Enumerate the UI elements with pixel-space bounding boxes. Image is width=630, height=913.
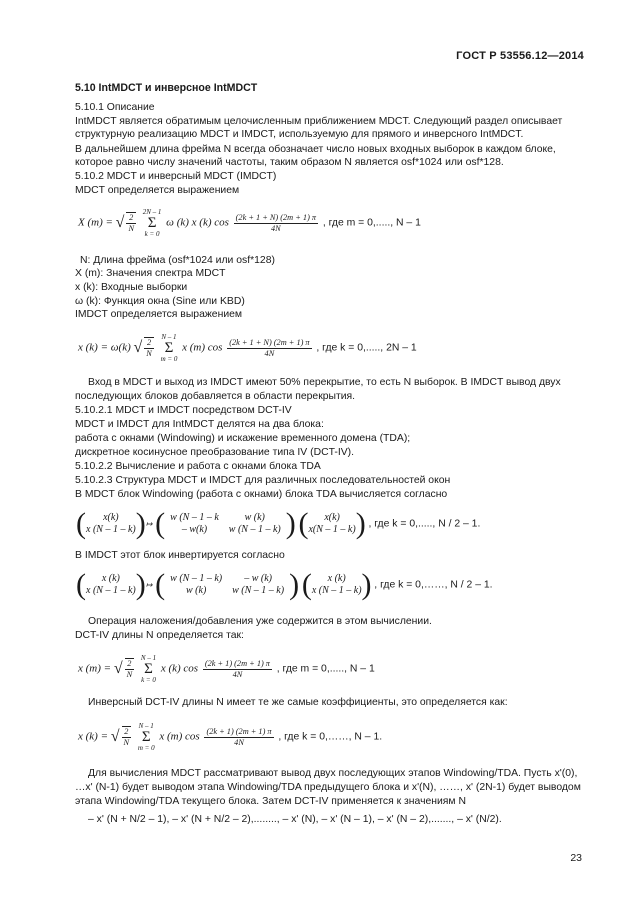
paragraph-line: IntMDCT является обратимым целочисленным приближением MDCT. Следующий раздел описывает xyxy=(75,116,563,127)
formula-dct-iv: x (m) = √ $\frac{2}{N}$ N – 1 Σ k = 0 x (k) cos $\frac{(2k + 1) (2m + 1) \pi}{4N}$ , где m = 0,....., N – 1 xyxy=(78,654,375,684)
formula-inverse-dct-iv: x (k) = √ $\frac{2}{N}$ N – 1 Σ m = 0 x (m) cos $\frac{(2k + 1) (2m + 1) \pi}{4N}$ , где k = 0,……, N – 1. xyxy=(78,722,383,752)
definition-line: ω (k): Функция окна (Sine или KBD) xyxy=(75,296,245,307)
sum-symbol: 2N – 1 Σ k = 0 xyxy=(142,208,162,238)
paragraph-line: работа с окнами (Windowing) и искажение временного домена (TDA); xyxy=(75,433,411,444)
definition-line: x (k): Входные выборки xyxy=(75,282,188,293)
formula-fraction: $\frac{(2k + 1 + N) (2m + 1) \pi}{4N}$ xyxy=(229,337,310,358)
paragraph-line: Инверсный DCT-IV длины N имеет те же самые коэффициенты, это определяется как: xyxy=(88,697,508,708)
formula-inverse-windowing: ( x (k) x (N – 1 – k) )↦ ( w (N – 1 – k) – w (k) w (k) w (N – 1 – k) ) ( x (k) x (N – 1 – k) ) , где k = 0,……, N / 2 – 1. xyxy=(76,568,493,601)
formula-condition: , где k = 0,……, N / 2 – 1. xyxy=(374,579,493,591)
sum-symbol: N – 1 Σ k = 0 xyxy=(140,654,157,684)
paragraph-line: структурную реализацию MDCT и IMDCT, используемую для прямого и инверсного IntMDCT. xyxy=(75,129,524,140)
definition-line: X (m): Значения спектра MDCT xyxy=(75,268,226,279)
subsection-heading: 5.10.2.3 Структура MDCT и IMDCT для различных последовательностей окон xyxy=(75,475,451,486)
paragraph-line: В IMDCT этот блок инвертируется согласно xyxy=(75,550,285,561)
subsection-heading: 5.10.2 MDCT и инверсный MDCT (IMDCT) xyxy=(75,171,277,182)
formula-condition: , где k = 0,....., 2N – 1 xyxy=(316,342,417,354)
paragraph-line: …x' (N-1) будет выводом этапа Windowing/TDA предыдущего блока и x'(N), ……, x' (2N-1) будет выводом xyxy=(75,782,581,793)
section-title: 5.10 IntMDCT и инверсное IntMDCT xyxy=(75,82,258,94)
paragraph-line: IMDCT определяется выражением xyxy=(75,309,243,320)
formula-mdct: X (m) = √ $\frac{2}{N}$ 2N – 1 Σ k = 0 ω (k) x (k) cos $\frac{(2k + 1 + N) (2m + 1) \pi}{4N}$ , где m = 0,....., N – 1 xyxy=(78,208,421,238)
subsection-heading: 5.10.2.2 Вычисление и работа с окнами блока TDA xyxy=(75,461,321,472)
subsection-heading: 5.10.1 Описание xyxy=(75,102,155,113)
paragraph-line: В дальнейшем длина фрейма N всегда обозначает число новых входных выборок в каждом блоке, xyxy=(75,144,556,155)
sum-symbol: N – 1 Σ m = 0 xyxy=(160,333,178,363)
definition-line: N: Длина фрейма (osf*1024 или osf*128) xyxy=(80,255,275,266)
paragraph-line: которое равно числу значений частоты, таким образом N является osf*1024 или osf*128. xyxy=(75,157,504,168)
formula-windowing: ( x(k) x (N – 1 – k) )↦ ( w (N – 1 – k w (k) – w(k) w (N – 1 – k) ) ( x(k) x(N – 1 – k) ) , где k = 0,....., N / 2 – 1. xyxy=(76,507,481,540)
formula-lhs: x (k) = ω(k) xyxy=(78,341,131,354)
sqrt-symbol: √ $\frac{2}{N}$ xyxy=(110,727,130,747)
page-number: 23 xyxy=(570,852,582,864)
formula-lhs: x (k) = xyxy=(78,730,109,743)
sqrt-symbol: √ $\frac{2}{N}$ xyxy=(115,213,134,233)
formula-fraction: $\frac{(2k + 1) (2m + 1) \pi}{4N}$ xyxy=(204,658,270,679)
paragraph-line: последующих блоков добавляется в области перекрытия. xyxy=(75,391,356,402)
formula-sequence-line: – x' (N + N/2 – 1), – x' (N + N/2 – 2),........, – x' (N), – x' (N – 1), – x' (N – 2),......., – x' (N/2). xyxy=(88,814,502,825)
sqrt-symbol: √ $\frac{2}{N}$ xyxy=(133,338,152,358)
sqrt-symbol: √ $\frac{2}{N}$ xyxy=(113,659,133,679)
paragraph-line: дискретное косинусное преобразование типа IV (DCT-IV). xyxy=(75,447,354,458)
formula-condition: , где m = 0,....., N – 1 xyxy=(276,663,375,675)
paragraph-line: этапа Windowing/TDA текущего блока. Затем DCT-IV применяется к значениям N xyxy=(75,796,466,807)
paragraph-line: В MDCT блок Windowing (работа с окнами) блока TDA вычисляется согласно xyxy=(75,489,448,500)
subsection-heading: 5.10.2.1 MDCT и IMDCT посредством DCT-IV xyxy=(75,405,292,416)
formula-fraction: $\frac{(2k + 1 + N) (2m + 1) \pi}{4N}$ xyxy=(235,212,317,233)
sum-symbol: N – 1 Σ m = 0 xyxy=(137,722,155,752)
formula-condition: , где k = 0,....., N / 2 – 1. xyxy=(368,518,481,530)
paragraph-line: DCT-IV длины N определяется так: xyxy=(75,630,244,641)
standard-header: ГОСТ Р 53556.12—2014 xyxy=(456,50,584,62)
paragraph-line: Вход в MDCT и выход из IMDCT имеют 50% перекрытие, то есть N выборок. В IMDCT вывод двух xyxy=(88,377,561,388)
formula-imdct: x (k) = ω(k) √ $\frac{2}{N}$ N – 1 Σ m = 0 x (m) cos $\frac{(2k + 1 + N) (2m + 1) \pi}{4N}$ , где k = 0,....., 2N – 1 xyxy=(78,333,417,363)
paragraph-line: Для вычисления MDCT рассматривают вывод двух последующих этапов Windowing/TDA. Пусть x'(0), xyxy=(88,768,578,779)
formula-lhs: x (m) = xyxy=(78,662,112,675)
paragraph-line: MDCT и IMDCT для IntMDCT делятся на два блока: xyxy=(75,419,324,430)
formula-condition: , где m = 0,....., N – 1 xyxy=(322,217,421,229)
paragraph-line: MDCT определяется выражением xyxy=(75,185,240,196)
formula-fraction: $\frac{(2k + 1) (2m + 1) \pi}{4N}$ xyxy=(206,726,272,747)
formula-lhs: X (m) = xyxy=(78,216,113,229)
paragraph-line: Операция наложения/добавления уже содержится в этом вычислении. xyxy=(88,616,432,627)
formula-condition: , где k = 0,……, N – 1. xyxy=(278,731,383,743)
